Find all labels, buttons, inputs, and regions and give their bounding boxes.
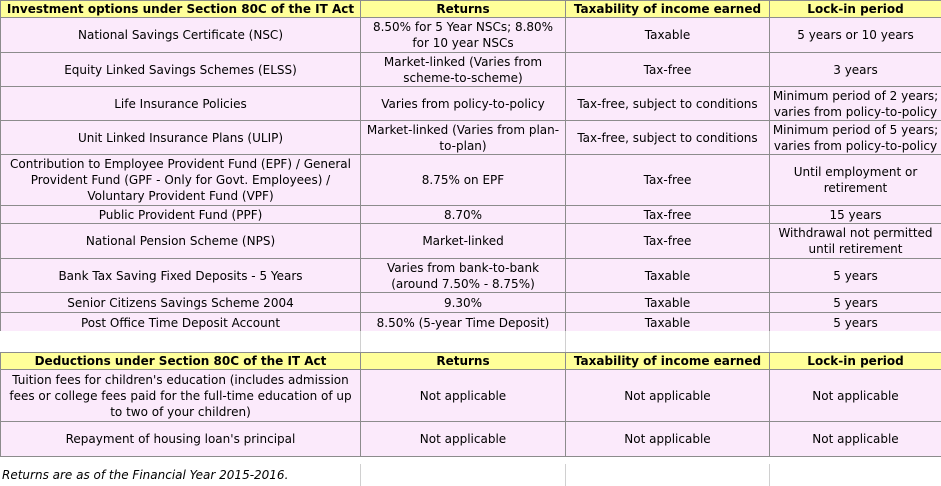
cell-taxability: Tax-free [566,53,770,87]
cell-taxability: Tax-free [566,155,770,206]
cell-option: Contribution to Employee Provident Fund (EPF) / General Provident Fund (GPF - Only for Govt. Employees) / Voluntary Provident Fund (VPF) [1,155,361,206]
table-row [1,87,941,121]
table-spacer [0,331,941,352]
cell-deduction: Tuition fees for children's education (includes admission fees or college fees paid for the full-time education of up to two of your children) [1,370,361,422]
cell-option: National Pension Scheme (NPS) [1,224,361,259]
cell-returns: Market-linked [361,224,566,259]
cell-returns: 8.50% (5-year Time Deposit) [361,313,566,333]
table-row [1,370,941,422]
header-deductions: Deductions under Section 80C of the IT Act [1,353,361,370]
grid-line [565,331,566,352]
cell-returns: Varies from policy-to-policy [361,87,566,121]
grid-line [360,331,361,352]
cell-taxability: Taxable [566,293,770,313]
cell-lock-in: Minimum period of 2 years; varies from policy-to-policy [770,87,941,121]
cell-returns: 8.70% [361,206,566,224]
header-lock-in-period: Lock-in period [770,353,941,370]
cell-option: Public Provident Fund (PPF) [1,206,361,224]
cell-taxability: Taxable [566,18,770,53]
cell-option: Life Insurance Policies [1,87,361,121]
table-row [1,293,941,313]
header-taxability: Taxability of income earned [566,1,770,18]
footnote: Returns are as of the Financial Year 2015-2016. [2,468,289,482]
cell-returns: 8.50% for 5 Year NSCs; 8.80% for 10 year NSCs [361,18,566,53]
cell-option: National Savings Certificate (NSC) [1,18,361,53]
header-returns: Returns [361,353,566,370]
cell-returns: Market-linked (Varies from plan-to-plan) [361,121,566,155]
table-row [1,259,941,293]
cell-option: Equity Linked Savings Schemes (ELSS) [1,53,361,87]
investment-header-row [1,1,941,18]
cell-lock-in: 5 years [770,259,941,293]
table-row [1,224,941,259]
cell-taxability: Tax-free, subject to conditions [566,87,770,121]
cell-lock-in: Minimum period of 5 years; varies from policy-to-policy [770,121,941,155]
grid-line [769,464,770,486]
cell-option: Senior Citizens Savings Scheme 2004 [1,293,361,313]
cell-taxability: Tax-free, subject to conditions [566,121,770,155]
grid-line [769,331,770,352]
cell-returns: 8.75% on EPF [361,155,566,206]
table-row [1,313,941,333]
cell-returns: Market-linked (Varies from scheme-to-scheme) [361,53,566,87]
header-returns: Returns [361,1,566,18]
grid-line [360,464,361,486]
cell-returns: 9.30% [361,293,566,313]
deductions-header-row [1,353,941,370]
table-row [1,18,941,53]
cell-lock-in: Not applicable [770,422,941,457]
header-investment-options: Investment options under Section 80C of the IT Act [1,1,361,18]
table-row [1,155,941,206]
cell-taxability: Taxable [566,259,770,293]
grid-line [565,464,566,486]
cell-lock-in: 15 years [770,206,941,224]
cell-lock-in: Withdrawal not permitted until retirement [770,224,941,259]
cell-returns: Not applicable [361,370,566,422]
cell-deduction: Repayment of housing loan's principal [1,422,361,457]
cell-lock-in: 5 years [770,313,941,333]
header-lock-in-period: Lock-in period [770,1,941,18]
cell-option: Unit Linked Insurance Plans (ULIP) [1,121,361,155]
cell-taxability: Tax-free [566,206,770,224]
cell-lock-in: Not applicable [770,370,941,422]
cell-taxability: Tax-free [566,224,770,259]
cell-option: Bank Tax Saving Fixed Deposits - 5 Years [1,259,361,293]
cell-option: Post Office Time Deposit Account [1,313,361,333]
cell-returns: Varies from bank-to-bank (around 7.50% - 8.75%) [361,259,566,293]
cell-lock-in: 5 years [770,293,941,313]
header-taxability: Taxability of income earned [566,353,770,370]
cell-lock-in: 3 years [770,53,941,87]
cell-taxability: Not applicable [566,422,770,457]
table-row [1,121,941,155]
cell-lock-in: Until employment or retirement [770,155,941,206]
cell-lock-in: 5 years or 10 years [770,18,941,53]
table-row [1,422,941,457]
table-row [1,206,941,224]
cell-returns: Not applicable [361,422,566,457]
cell-taxability: Taxable [566,313,770,333]
deductions-table [0,352,941,457]
table-row [1,53,941,87]
cell-taxability: Not applicable [566,370,770,422]
